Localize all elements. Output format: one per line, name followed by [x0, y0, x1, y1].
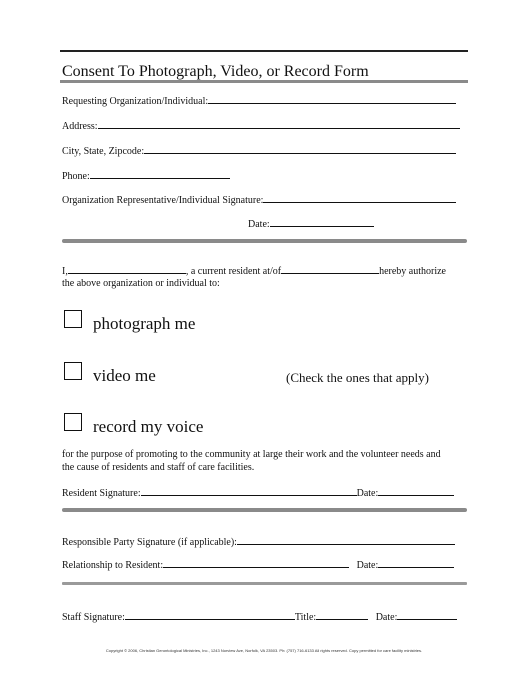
org-signature-label: Organization Representative/Individual Signature:: [62, 195, 264, 206]
purpose-line-1: for the purpose of promoting to the community at large their work and the volunteer needs and: [62, 449, 441, 460]
facility-field[interactable]: [281, 264, 379, 274]
check-note: (Check the ones that apply): [286, 370, 429, 385]
city-state-zip-label: City, State, Zipcode:: [62, 146, 145, 157]
org-signature-field[interactable]: [263, 193, 456, 203]
org-date-label: Date:: [248, 219, 270, 230]
relationship-date-field[interactable]: [378, 558, 454, 568]
top-rule: [60, 50, 468, 52]
section-divider-1: [62, 239, 467, 243]
photograph-checkbox[interactable]: [64, 310, 82, 328]
staff-signature-label: Staff Signature:: [62, 612, 125, 623]
relationship-field[interactable]: [163, 558, 349, 568]
section-divider-3: [62, 582, 467, 585]
address-row: [62, 119, 460, 133]
resident-date-field[interactable]: [378, 486, 454, 496]
title-rule: [60, 80, 468, 83]
relationship-row: [62, 558, 454, 572]
purpose-line-2: the cause of residents and staff of care facilities.: [62, 462, 255, 473]
phone-field[interactable]: [90, 169, 230, 179]
org-signature-row: [62, 193, 456, 207]
form-title: Consent To Photograph, Video, or Record Form: [62, 63, 369, 80]
requesting-org-field[interactable]: [208, 94, 456, 104]
record-voice-checkbox[interactable]: [64, 413, 82, 431]
copyright-footer: Copyright © 2006, Christian Gerontological Ministries, Inc., 1243 Norview Ave, Norfolk, VA 23503. Ph: (757) 716-6133 All rights reserved. Copy permitted for care facility ministries.: [105, 648, 423, 653]
consent-middle: , a current resident at/of: [185, 266, 282, 277]
resident-date-label: Date:: [356, 488, 379, 499]
phone-row: [62, 169, 230, 183]
org-date-field[interactable]: [270, 217, 374, 227]
staff-signature-field[interactable]: [125, 610, 295, 620]
staff-title-field[interactable]: [316, 610, 368, 620]
responsible-party-field[interactable]: [237, 535, 455, 545]
staff-date-label: Date:: [375, 612, 398, 623]
resident-signature-row: [62, 486, 454, 500]
consent-line-2: the above organization or individual to:: [62, 278, 220, 289]
photograph-label: photograph me: [93, 314, 196, 333]
video-checkbox[interactable]: [64, 362, 82, 380]
responsible-party-label: Responsible Party Signature (if applicable):: [62, 537, 237, 548]
requesting-org-row: [62, 94, 456, 108]
city-state-zip-row: [62, 144, 456, 158]
resident-name-field[interactable]: [68, 264, 186, 274]
staff-row: [62, 610, 457, 624]
staff-date-field[interactable]: [397, 610, 457, 620]
resident-signature-field[interactable]: [141, 486, 357, 496]
responsible-party-row: [62, 535, 455, 549]
video-label: video me: [93, 366, 156, 385]
city-state-zip-field[interactable]: [144, 144, 456, 154]
relationship-label: Relationship to Resident:: [62, 560, 164, 571]
org-date-row: [248, 217, 374, 231]
requesting-org-label: Requesting Organization/Individual:: [62, 96, 209, 107]
record-voice-label: record my voice: [93, 417, 204, 436]
section-divider-2: [62, 508, 467, 512]
address-field[interactable]: [98, 119, 460, 129]
phone-label: Phone:: [62, 171, 90, 182]
address-label: Address:: [62, 121, 98, 132]
consent-prefix: I,: [62, 266, 68, 277]
consent-suffix: hereby authorize: [379, 266, 446, 277]
staff-title-label: Title:: [294, 612, 317, 623]
resident-signature-label: Resident Signature:: [62, 488, 141, 499]
relationship-date-label: Date:: [356, 560, 379, 571]
consent-line-1: [62, 264, 446, 278]
